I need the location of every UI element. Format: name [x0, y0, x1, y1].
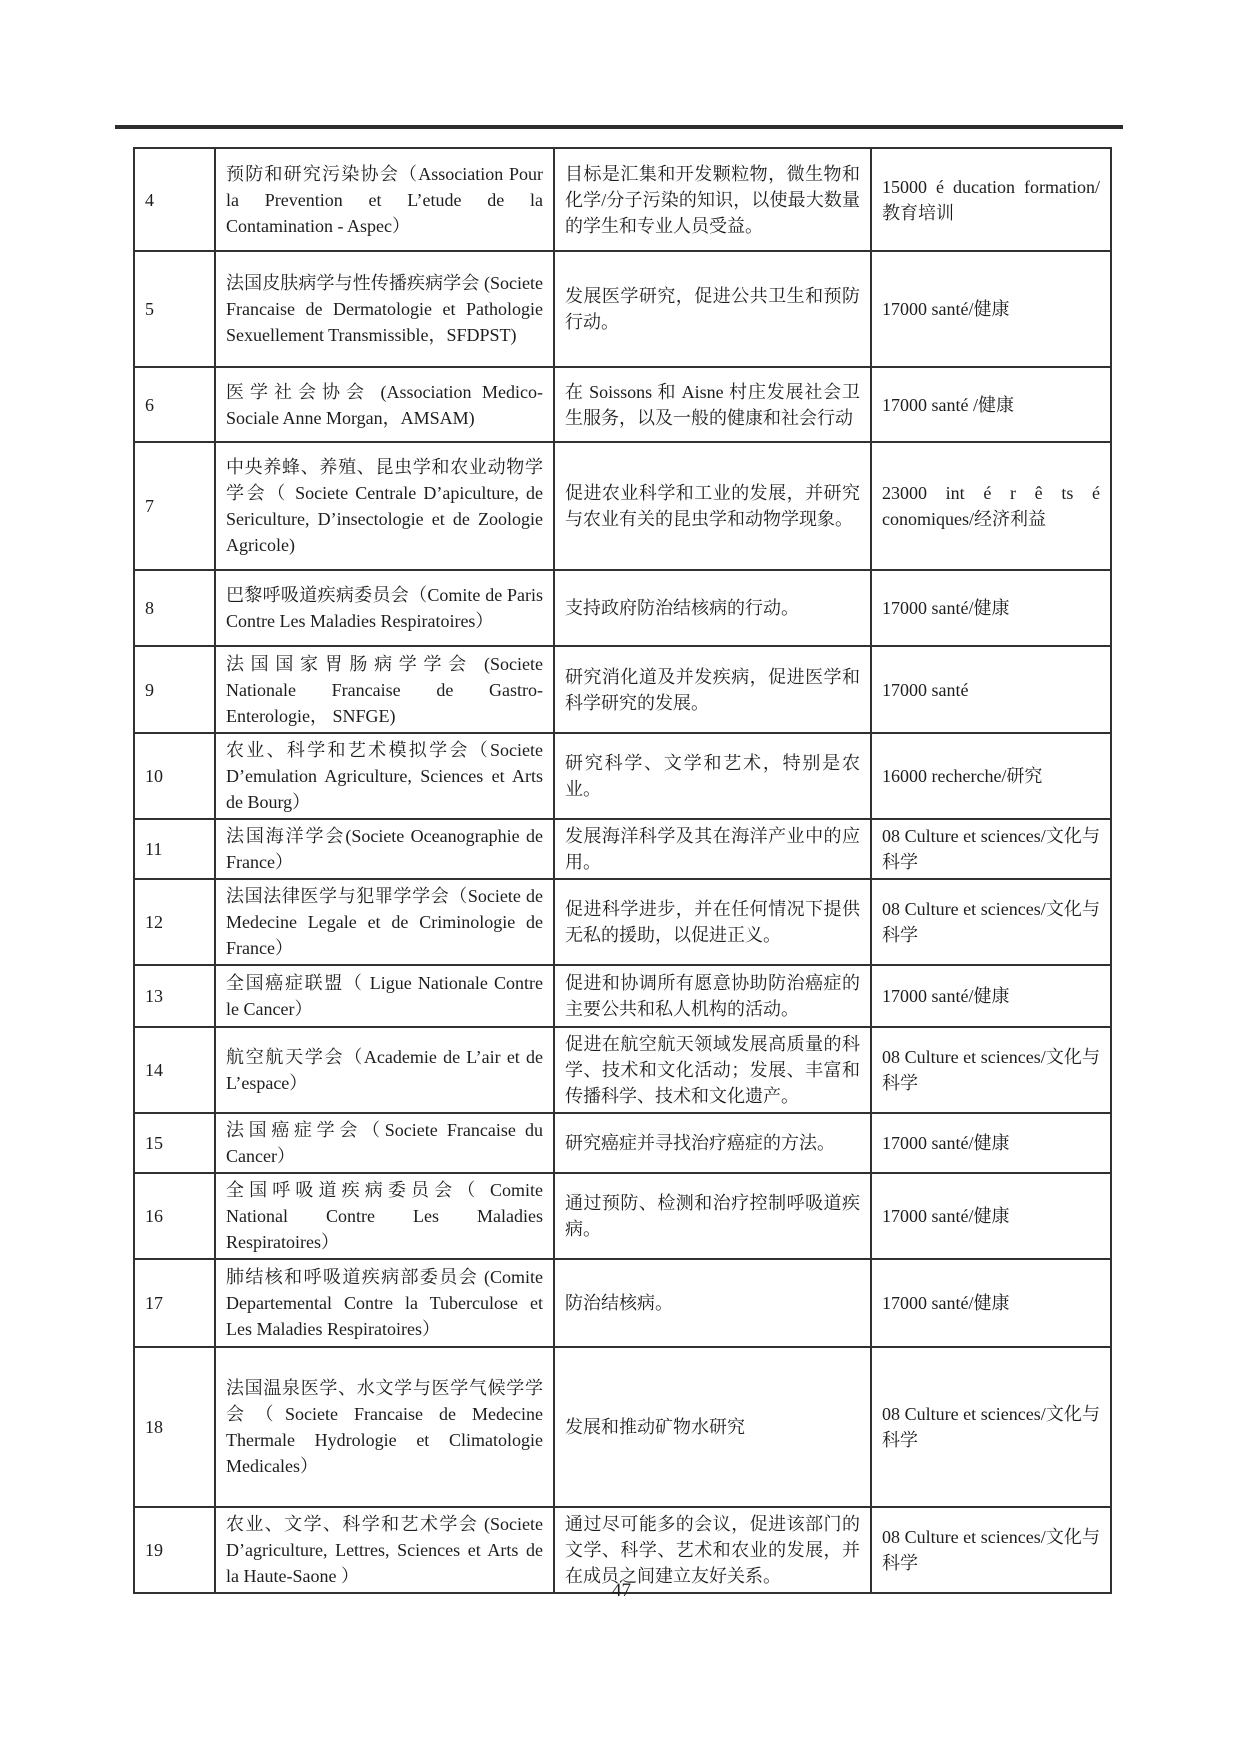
association-name-cell: 法国海洋学会(Societe Oceanographie de France） — [215, 819, 554, 879]
row-number-cell: 9 — [134, 646, 215, 733]
association-name-cell: 全国呼吸道疾病委员会（ Comite National Contre Les Maladies Respiratoires） — [215, 1173, 554, 1259]
association-name-cell: 预防和研究污染协会（Association Pour la Prevention et L’etude de la Contamination - Aspec） — [215, 148, 554, 251]
table-row — [134, 442, 1111, 570]
category-cell: 15000 é ducation formation/教育培训 — [871, 148, 1111, 251]
category-cell: 08 Culture et sciences/文化与科学 — [871, 1347, 1111, 1507]
table-row — [134, 819, 1111, 879]
description-cell: 发展医学研究，促进公共卫生和预防行动。 — [554, 251, 871, 367]
description-cell: 通过预防、检测和治疗控制呼吸道疾病。 — [554, 1173, 871, 1259]
table-row — [134, 646, 1111, 733]
description-cell: 研究消化道及并发疾病，促进医学和科学研究的发展。 — [554, 646, 871, 733]
category-cell: 08 Culture et sciences/文化与科学 — [871, 879, 1111, 965]
table-row — [134, 570, 1111, 646]
association-name-cell: 法国癌症学会（Societe Francaise du Cancer） — [215, 1113, 554, 1173]
association-name-cell: 肺结核和呼吸道疾病部委员会 (Comite Departemental Contre la Tuberculose et Les Maladies Respiratoires） — [215, 1259, 554, 1347]
table-row — [134, 251, 1111, 367]
association-name-cell: 巴黎呼吸道疾病委员会（Comite de Paris Contre Les Maladies Respiratoires） — [215, 570, 554, 646]
category-cell: 08 Culture et sciences/文化与科学 — [871, 819, 1111, 879]
associations-table — [133, 147, 1112, 1594]
table-row — [134, 1347, 1111, 1507]
category-cell: 08 Culture et sciences/文化与科学 — [871, 1027, 1111, 1113]
row-number-cell: 19 — [134, 1507, 215, 1593]
row-number-cell: 8 — [134, 570, 215, 646]
row-number-cell: 17 — [134, 1259, 215, 1347]
row-number-cell: 4 — [134, 148, 215, 251]
description-cell: 研究科学、文学和艺术，特别是农业。 — [554, 733, 871, 819]
association-name-cell: 全国癌症联盟（ Ligue Nationale Contre le Cancer） — [215, 965, 554, 1027]
description-cell: 促进和协调所有愿意协助防治癌症的主要公共和私人机构的活动。 — [554, 965, 871, 1027]
association-name-cell: 农业、文学、科学和艺术学会 (Societe D’agriculture, Lettres, Sciences et Arts de la Haute-Saone ） — [215, 1507, 554, 1593]
description-cell: 促进在航空航天领域发展高质量的科学、技术和文化活动；发展、丰富和传播科学、技术和文化遗产。 — [554, 1027, 871, 1113]
category-cell: 17000 santé/健康 — [871, 1259, 1111, 1347]
row-number-cell: 5 — [134, 251, 215, 367]
category-cell: 08 Culture et sciences/文化与科学 — [871, 1507, 1111, 1593]
row-number-cell: 13 — [134, 965, 215, 1027]
row-number-cell: 11 — [134, 819, 215, 879]
row-number-cell: 15 — [134, 1113, 215, 1173]
table-row — [134, 733, 1111, 819]
category-cell: 16000 recherche/研究 — [871, 733, 1111, 819]
description-cell: 通过尽可能多的会议，促进该部门的文学、科学、艺术和农业的发展，并在成员之间建立友好关系。 — [554, 1507, 871, 1593]
row-number-cell: 14 — [134, 1027, 215, 1113]
category-cell: 17000 santé/健康 — [871, 1113, 1111, 1173]
association-name-cell: 法国国家胃肠病学学会 (Societe Nationale Francaise de Gastro-Enterologie， SNFGE) — [215, 646, 554, 733]
table-row — [134, 1113, 1111, 1173]
category-cell: 17000 santé /健康 — [871, 367, 1111, 442]
category-cell: 23000 int é r ê ts é conomiques/经济利益 — [871, 442, 1111, 570]
category-cell: 17000 santé/健康 — [871, 1173, 1111, 1259]
description-cell: 促进农业科学和工业的发展，并研究与农业有关的昆虫学和动物学现象。 — [554, 442, 871, 570]
description-cell: 防治结核病。 — [554, 1259, 871, 1347]
description-cell: 发展和推动矿物水研究 — [554, 1347, 871, 1507]
association-name-cell: 医学社会协会 (Association Medico-Sociale Anne Morgan，AMSAM) — [215, 367, 554, 442]
table-row — [134, 1027, 1111, 1113]
table-row — [134, 965, 1111, 1027]
association-name-cell: 法国皮肤病学与性传播疾病学会 (Societe Francaise de Dermatologie et Pathologie Sexuellement Transmissible，SFDPST) — [215, 251, 554, 367]
page-number: 47 — [612, 1580, 631, 1601]
association-name-cell: 中央养蜂、养殖、昆虫学和农业动物学学会（ Societe Centrale D’apiculture, de Sericulture, D’insectologie et de Zoologie Agricole) — [215, 442, 554, 570]
row-number-cell: 18 — [134, 1347, 215, 1507]
association-name-cell: 法国温泉医学、水文学与医学气候学学会（Societe Francaise de Medecine Thermale Hydrologie et Climatologie Medicales） — [215, 1347, 554, 1507]
description-cell: 目标是汇集和开发颗粒物，微生物和化学/分子污染的知识，以使最大数量的学生和专业人员受益。 — [554, 148, 871, 251]
row-number-cell: 16 — [134, 1173, 215, 1259]
row-number-cell: 10 — [134, 733, 215, 819]
table-row — [134, 148, 1111, 251]
table-row — [134, 367, 1111, 442]
description-cell: 支持政府防治结核病的行动。 — [554, 570, 871, 646]
association-name-cell: 农业、科学和艺术模拟学会（Societe D’emulation Agriculture, Sciences et Arts de Bourg） — [215, 733, 554, 819]
description-cell: 促进科学进步，并在任何情况下提供无私的援助，以促进正义。 — [554, 879, 871, 965]
row-number-cell: 12 — [134, 879, 215, 965]
table-row — [134, 1259, 1111, 1347]
table-row — [134, 879, 1111, 965]
association-name-cell: 法国法律医学与犯罪学学会（Societe de Medecine Legale et de Criminologie de France） — [215, 879, 554, 965]
row-number-cell: 7 — [134, 442, 215, 570]
category-cell: 17000 santé/健康 — [871, 570, 1111, 646]
header-rule — [115, 125, 1123, 129]
description-cell: 研究癌症并寻找治疗癌症的方法。 — [554, 1113, 871, 1173]
description-cell: 在 Soissons 和 Aisne 村庄发展社会卫生服务，以及一般的健康和社会行动 — [554, 367, 871, 442]
category-cell: 17000 santé/健康 — [871, 251, 1111, 367]
table-row — [134, 1173, 1111, 1259]
description-cell: 发展海洋科学及其在海洋产业中的应用。 — [554, 819, 871, 879]
association-name-cell: 航空航天学会（Academie de L’air et de L’espace） — [215, 1027, 554, 1113]
row-number-cell: 6 — [134, 367, 215, 442]
category-cell: 17000 santé/健康 — [871, 965, 1111, 1027]
category-cell: 17000 santé — [871, 646, 1111, 733]
